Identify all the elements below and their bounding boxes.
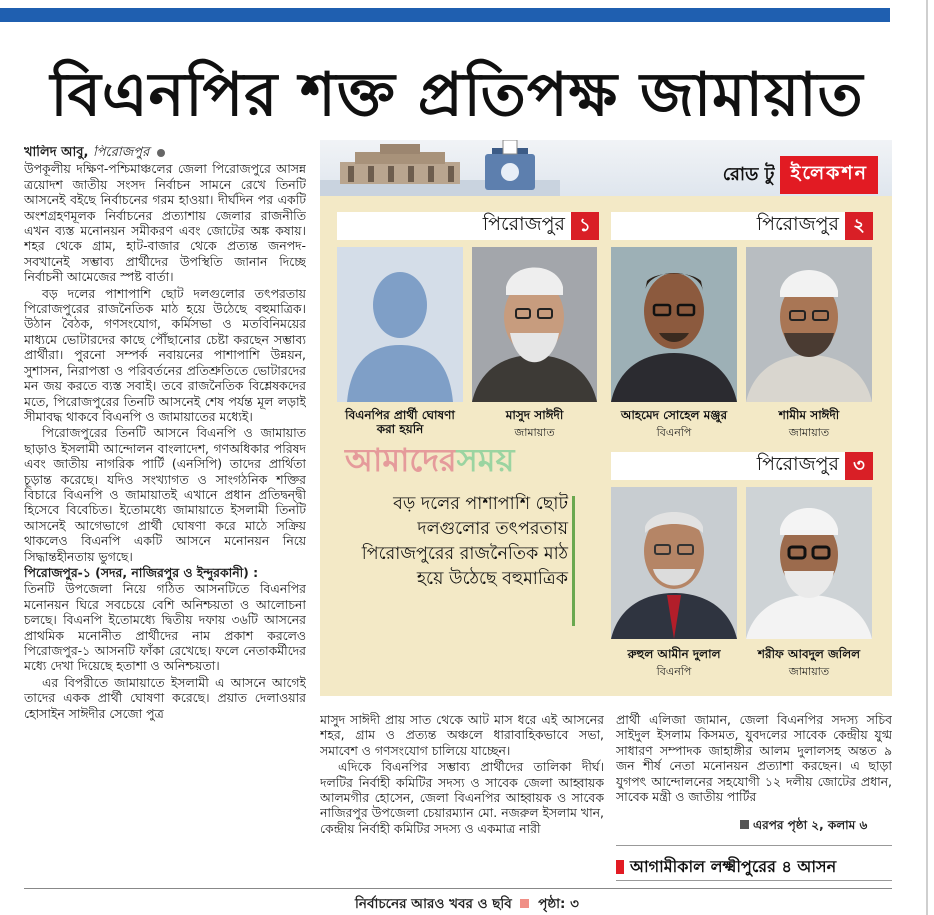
banner-election-label: ইলেকশন [780, 156, 878, 194]
footer-page: পৃষ্ঠা: ৩ [538, 896, 579, 912]
candidate-name: শামীম সাঈদী [778, 408, 840, 422]
constituency-number: ১ [571, 212, 599, 240]
candidate-photo [611, 487, 737, 639]
top-color-bar [0, 8, 890, 22]
pull-quote: বড় দলের পাশাপাশি ছোট দলগুলোর তৎপরতায় পিরোজপুরের রাজনৈতিক মাঠ হয়ে উঠেছে বহুমাত্রিক [361, 494, 568, 589]
continued-text: এরপর পৃষ্ঠা ২, কলাম ৬ [753, 818, 868, 832]
candidate-party: জামায়াত [514, 426, 555, 439]
byline [24, 145, 306, 160]
footer-text: নির্বাচনের আরও খবর ও ছবি [355, 896, 512, 912]
candidate-name: বিএনপির প্রার্থী ঘোষণা করা হয়নি [345, 408, 455, 436]
red-marker-icon [616, 860, 624, 874]
candidate-photo [746, 487, 872, 639]
candidate-name: মাসুদ সাঈদী [505, 408, 564, 422]
constituency-name: পিরোজপুর [756, 213, 839, 235]
continued-on-note [740, 817, 867, 837]
paragraph: পিরোজপুরের তিনটি আসনে বিএনপি ও জামায়াত ছাড়াও ইসলামী আন্দোলন বাংলাদেশ, গণঅধিকার পরিষদ এবং জাতীয় নাগরিক পার্টি (এনসিপি) তাদের প্রার্থিতা চূড়ান্ত করেছে। যদিও সংখ্যাগত ও সাংগঠনিক শক্তির বিচারে বিএনপি ও জামায়াতই এখানে প্রধান প্রতিদ্বন্দ্বী হিসেবে বিবেচিত। ইতোমধ্যে জামায়াতে ইসলামী তিনটি আসনেই আগেভাগে প্রার্থী ঘোষণা করে মাঠে সক্রিয় থাকলেও বিএনপি একটি আসনে মনোনয়ন নিয়ে সিদ্ধান্তহীনতায় ভুগছে। [24, 425, 306, 564]
square-bullet-icon [520, 899, 529, 908]
bullet-icon [157, 149, 165, 157]
constituency-header [337, 212, 599, 240]
parliament-ballot-illustration [320, 140, 560, 196]
page-headline: বিএনপির শক্ত প্রতিপক্ষ জামায়াত [50, 60, 864, 130]
constituency-name: পিরোজপুর [756, 453, 839, 475]
banner-road-label: রোড টু [722, 163, 775, 185]
section-subhead: পিরোজপুর-১ (সদর, নাজিরপুর ও ইন্দুরকানী) : [24, 564, 259, 580]
candidate-photo [611, 247, 737, 402]
paragraph: এর বিপরীতে জামায়াতে ইসলামী এ আসনে আগেই তাদের একক প্রার্থী ঘোষণা করেছে। প্রয়াত দেলাওয়ার হোসাইন সাঈদীর সেজো পুত্র [24, 674, 306, 721]
pull-quote-bar [572, 496, 575, 626]
paragraph: মাসুদ সাঈদী প্রায় সাত থেকে আট মাস ধরে এই আসনের শহর, গ্রাম ও প্রত্যন্ত অঞ্চলে ধারাবাহিকভাবে সভা, সমাবেশ ও গণসংযোগ চালিয়ে যাচ্ছেন। [320, 712, 604, 758]
placeholder-silhouette-photo [337, 247, 463, 402]
paragraph: এদিকে বিএনপির সম্ভাব্য প্রার্থীদের তালিকা দীর্ঘ। দলটির নির্বাহী কমিটির সদস্য ও সাবেক জেলা আহ্বায়ক আলমগীর হোসেন, জেলা বিএনপির আহ্বায়ক ও সাবেক নাজিরপুর উপজেলা চেয়ারম্যান মো. নজরুল ইসলাম খান, কেন্দ্রীয় নির্বাহী কমিটির সদস্য ও একমাত্র নারী [320, 759, 604, 836]
candidate-photo [472, 247, 597, 402]
candidate-name: রুহুল আমীন দুলাল [627, 647, 721, 661]
footer-note [0, 893, 934, 915]
watermark-part-b: সময় [456, 441, 515, 479]
byline-author: খালিদ আবু, [24, 145, 89, 160]
constituency-number: ২ [845, 212, 873, 240]
paragraph: তিনটি উপজেলা নিয়ে গঠিত আসনটিতে বিএনপির মনোনয়ন ঘিরে সবচেয়ে বেশি অনিশ্চয়তা ও আলোচনা চলছে। বিএনপি ইতোমধ্যে দ্বিতীয় দফায় ৩৬টি আসনের প্রাথমিক মনোনীত প্রার্থীদের নাম প্রকাশ করলেও পিরোজপুর-১ আসনটি ফাঁকা রেখেছে। ফলে নেতাকর্মীদের মধ্যে দেখা দিয়েছে হতাশা ও অনিশ্চয়তা। [24, 581, 306, 674]
constituency-name: পিরোজপুর [482, 213, 565, 235]
constituency-number: ৩ [845, 452, 873, 480]
square-bullet-icon [740, 820, 749, 829]
banner-title [723, 158, 878, 192]
footer-divider [24, 888, 892, 889]
candidate-party: জামায়াত [788, 426, 830, 439]
publication-watermark [345, 440, 595, 480]
candidate-name: শরীফ আবদুল জলিল [757, 647, 861, 661]
candidate-party: বিএনপি [656, 665, 692, 678]
candidate-party: জামায়াত [788, 665, 830, 678]
paragraph: বড় দলের পাশাপাশি ছোট দলগুলোর তৎপরতায় পিরোজপুরের রাজনৈতিক মাঠ হয়ে উঠেছে বহুমাত্রিক। উঠান বৈঠক, গণসংযোগ, কর্মিসভা ও মতবিনিময়ের মাধ্যমে ভোটারদের কাছে পৌঁছানোর চেষ্টা করছেন সম্ভাব্য প্রার্থীরা। পুরনো সম্পর্ক নবায়নের পাশাপাশি উন্নয়ন, সুশাসন, নিরাপত্তা ও পরিবর্তনের প্রতিশ্রুতিতে ভোটারদের মন জয় করতে ব্যস্ত সবাই। তবে রাজনৈতিক বিশ্লেষকদের মতে, পিরোজপুরের তিনটি আসনেই শেষ পর্যন্ত মূল লড়াই সীমাবদ্ধ থাকবে বিএনপি ও জামায়াতের মধ্যেই। [24, 285, 306, 424]
candidate-name: আহমেদ সোহেল মঞ্জুর [620, 408, 728, 422]
article-column-1 [24, 145, 306, 890]
candidate-party: বিএনপি [656, 426, 692, 439]
constituency-header [611, 212, 873, 240]
candidate-photo [746, 247, 872, 402]
constituency-header [611, 452, 873, 480]
coming-up-text: আগামীকাল লক্ষ্মীপুরের ৪ আসন [630, 857, 837, 876]
article-column-2 [320, 712, 604, 872]
paragraph: প্রার্থী এলিজা জামান, জেলা বিএনপির সদস্য সচিব সাইদুল ইসলাম কিসমত, যুবদলের সাবেক কেন্দ্রীয় যুগ্ম সাধারণ সম্পাদক জাহাঙ্গীর আলম দুলালসহ অন্তত ৯ জন শীর্ষ নেতা মনোনয়ন প্রত্যাশা করছেন। এ ছাড়া যুগপৎ আন্দোলনের সহযোগী ১২ দলীয় জোটের প্রধান, সাবেক মন্ত্রী ও জাতীয় পার্টির [616, 712, 892, 805]
watermark-part-a: আমাদের [345, 441, 457, 479]
page-edge-rule [926, 0, 928, 915]
road-to-election-banner [320, 140, 892, 196]
paragraph: উপকূলীয় দক্ষিণ-পশ্চিমাঞ্চলের জেলা পিরোজপুরে আসন্ন ত্রয়োদশ জাতীয় সংসদ নির্বাচন সামনে রেখে তিনটি আসনেই বইছে নির্বাচনের গরম হাওয়া। দীর্ঘদিন পর একটি অংশগ্রহণমূলক নির্বাচনের প্রত্যাশায় জেলার রাজনীতি এখন ব্যস্ত মনোনয়ন সমীকরণ এবং জোটের অঙ্ক কষায়। শহর থেকে গ্রাম, হাট-বাজার থেকে প্রত্যন্ত জনপদ- সবখানেই সম্ভাব্য প্রার্থীদের উপস্থিতি জানান দিচ্ছে নির্বাচনী আমেজের স্পষ্ট বার্তা। [24, 161, 306, 285]
coming-up-teaser [616, 845, 892, 881]
byline-place: পিরোজপুর [92, 145, 150, 160]
